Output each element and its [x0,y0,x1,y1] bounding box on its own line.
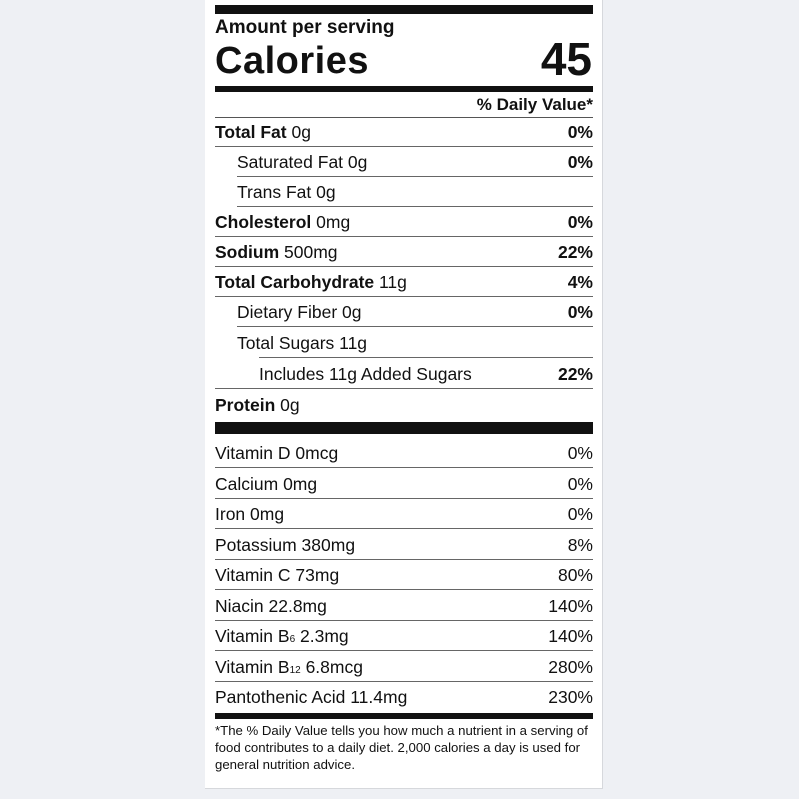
nutrient-pct: 0% [567,212,593,232]
nutrient-pct: 0% [567,302,593,322]
nutrient-pct: 22% [557,242,593,262]
vitamin-name: Vitamin D 0mcg [215,443,339,463]
nutrient-amount: Trans Fat 0g [237,182,336,202]
nutrient-amount: 500mg [279,242,338,262]
nutrient-name: Cholesterol [215,212,312,232]
vitamin-pct: 0% [567,474,593,494]
vitamin-name: Vitamin B6 2.3mg [215,626,349,646]
daily-value-header: % Daily Value* [215,92,593,118]
nutrient-row-protein [215,390,593,420]
nutrient-amount: Saturated Fat 0g [237,152,368,172]
nutrient-pct: 22% [557,364,593,384]
vitamin-pct: 280% [548,657,593,677]
nutrient-amount: Total Sugars 11g [237,333,368,353]
calories-value: 45 [540,33,592,85]
nutrient-name: Sodium [215,242,280,262]
nutrient-amount: Dietary Fiber 0g [237,302,362,322]
vitamin-name: Iron 0mg [215,504,285,524]
vitamin-name: Niacin 22.8mg [215,596,327,616]
vitamin-pct: 140% [548,596,593,616]
daily-value-footnote: *The % Daily Value tells you how much a nutrient in a serving of food contributes to a daily diet. 2,000 calories a day is used for general nutrition advice. [215,723,588,772]
vitamin-row-niacin [215,591,593,621]
vitamin-pct: 0% [567,443,593,463]
vitamin-row-pantothenic-acid [215,682,593,712]
vitamin-pct: 8% [567,535,593,555]
vitamin-name: Pantothenic Acid 11.4mg [215,687,408,707]
nutrient-row-cholesterol [215,207,593,237]
nutrient-row-trans-fat [215,177,593,207]
amount-per-serving: Amount per serving [215,17,395,38]
nutrient-row-total-carbohydrate [215,267,593,297]
vitamin-row-vitamin-d [215,438,593,468]
nutrient-row-saturated-fat [215,147,593,177]
nutrient-name: Protein [215,395,276,415]
vitamin-name: Calcium 0mg [215,474,318,494]
nutrient-amount: 11g [374,272,407,292]
vitamin-row-vitamin-c [215,560,593,590]
nutrient-row-total-fat [215,117,593,147]
nutrient-pct: 4% [567,272,593,292]
vitamin-name: Vitamin C 73mg [215,565,340,585]
nutrient-row-added-sugars [215,359,593,389]
vitamin-name: Vitamin B12 6.8mcg [215,657,363,677]
vitamin-row-calcium [215,469,593,499]
vitamin-pct: 0% [567,504,593,524]
nutrition-facts-label [205,0,603,789]
vitamins-rule [215,422,593,434]
vitamin-row-vitamin-b6 [215,621,593,651]
nutrient-amount: 0g [275,395,300,415]
nutrient-name: Total Fat [215,122,287,142]
nutrient-pct: 0% [567,122,593,142]
nutrient-row-dietary-fiber [215,297,593,327]
nutrient-amount: 0g [286,122,311,142]
vitamin-row-vitamin-b12 [215,652,593,682]
vitamin-pct: 140% [548,626,593,646]
vitamin-pct: 80% [557,565,593,585]
footnote-rule [215,713,593,719]
vitamin-row-potassium [215,530,593,560]
top-rule [215,5,593,14]
vitamin-row-iron [215,499,593,529]
vitamin-pct: 230% [548,687,593,707]
calories-label: Calories [215,40,369,82]
nutrient-row-total-sugars [215,328,593,358]
nutrient-pct: 0% [567,152,593,172]
nutrient-amount: 0mg [311,212,351,232]
vitamin-name: Potassium 380mg [215,535,356,555]
nutrient-amount: Includes 11g Added Sugars [259,364,472,384]
nutrient-name: Total Carbohydrate [215,272,375,292]
nutrient-row-sodium [215,237,593,267]
